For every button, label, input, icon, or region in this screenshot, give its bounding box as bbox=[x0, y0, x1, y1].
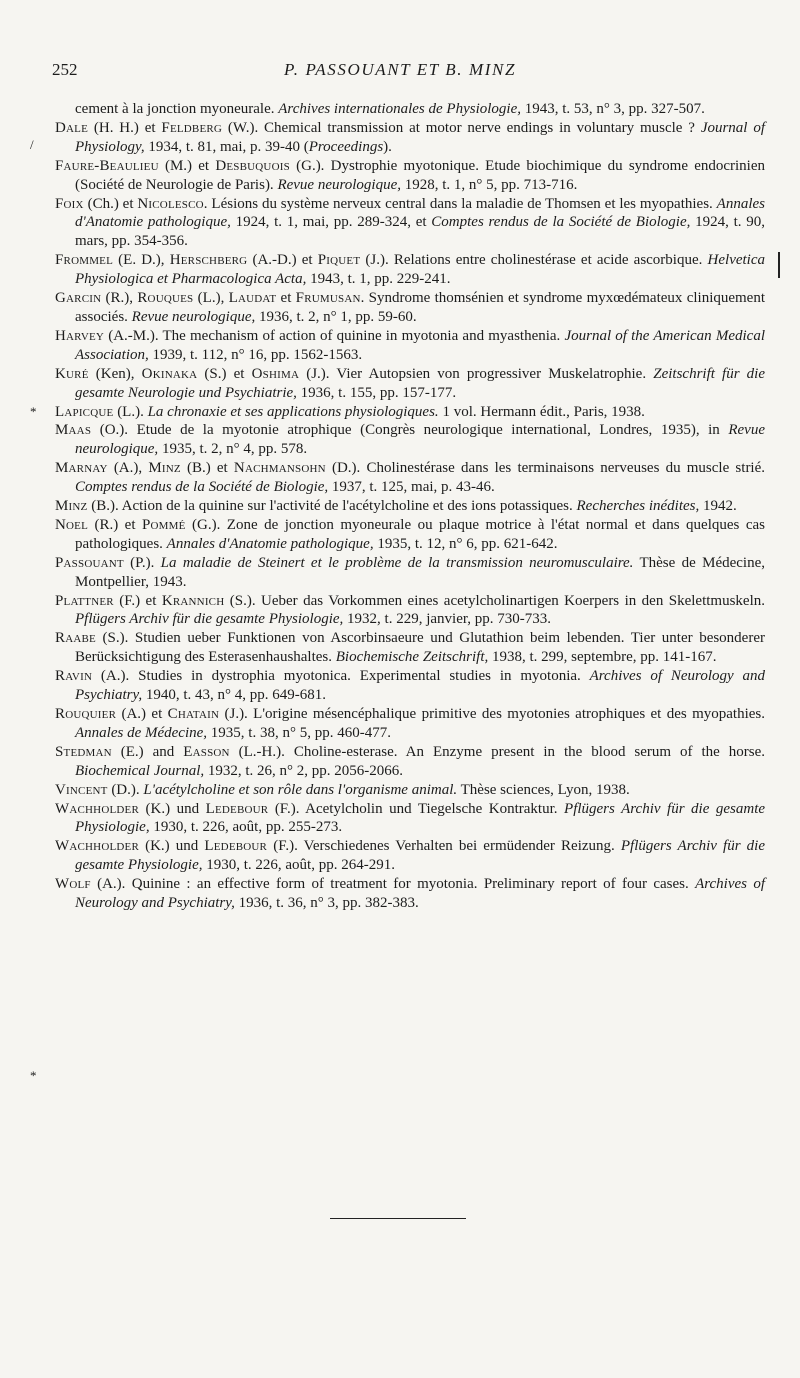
reference-text: (F.) et bbox=[113, 592, 162, 609]
reference-text: et bbox=[276, 290, 296, 307]
source-title: La maladie de Steinert et le problème de la transmission neuromusculaire. bbox=[160, 554, 634, 571]
reference-entry bbox=[55, 195, 765, 252]
reference-text: 1938, t. 299, septembre, pp. 141-167. bbox=[488, 649, 717, 666]
reference-entry bbox=[55, 289, 765, 327]
author-name: Garcin bbox=[55, 290, 102, 307]
reference-text: 1940, t. 43, n° 4, pp. 649-681. bbox=[142, 687, 326, 704]
reference-text: (R.), bbox=[101, 290, 138, 307]
reference-entry bbox=[55, 459, 765, 497]
reference-entry bbox=[55, 497, 765, 516]
reference-entry bbox=[55, 251, 765, 289]
reference-text: 1943, t. 1, pp. 229-241. bbox=[306, 271, 451, 288]
author-name: Ledebour bbox=[204, 838, 268, 855]
reference-text: (S.). Ueber das Vorkommen eines acetylcholinartigen Koerpers in den Skelettmuskeln. bbox=[224, 592, 765, 609]
source-title: Journal of Physiology, bbox=[75, 119, 765, 155]
author-name: Noel bbox=[55, 516, 89, 533]
author-name: Passouant bbox=[55, 554, 124, 571]
reference-text: (B.) et bbox=[180, 460, 234, 477]
reference-entry bbox=[55, 403, 765, 422]
source-title: Revue neurologique, bbox=[277, 176, 402, 193]
reference-text: 1939, t. 112, n° 16, pp. 1562-1563. bbox=[148, 346, 363, 363]
source-title: L'acétylcholine et son rôle dans l'organisme animal. bbox=[143, 781, 458, 798]
author-name: Feldberg bbox=[161, 119, 223, 136]
source-title: Revue neurologique, bbox=[75, 422, 765, 458]
reference-text: (J.). Relations entre cholinestérase et acide ascorbique. bbox=[360, 252, 708, 269]
reference-entry bbox=[55, 592, 765, 630]
reference-text: (F.). Verschiedenes Verhalten bei ermüdender Reizung. bbox=[267, 838, 621, 855]
author-name: Krannich bbox=[161, 592, 225, 609]
reference-text: 1936, t. 155, pp. 157-177. bbox=[296, 384, 457, 401]
page-header bbox=[0, 60, 800, 84]
reference-text: (S.) et bbox=[197, 365, 252, 382]
source-title: Annales d'Anatomie pathologique, bbox=[166, 535, 374, 552]
source-title: Comptes rendus de la Société de Biologie, bbox=[431, 214, 691, 231]
author-name: Desbuquois bbox=[215, 157, 290, 174]
reference-entry bbox=[55, 743, 765, 781]
end-rule bbox=[330, 1218, 466, 1219]
reference-text: 1924, t. 90, mars, pp. 354-356. bbox=[75, 214, 766, 250]
reference-text: (H. H.) et bbox=[88, 119, 162, 136]
reference-text: (P.). bbox=[123, 554, 161, 571]
author-name: Foix bbox=[55, 195, 84, 212]
source-title: Revue neurologique, bbox=[131, 308, 256, 325]
reference-text: 1935, t. 2, n° 4, pp. 578. bbox=[158, 441, 308, 458]
reference-text: 1932, t. 229, janvier, pp. 730-733. bbox=[343, 611, 552, 628]
reference-text: (J.). L'origine mésencéphalique primitive des myotonies atrophiques et des myopathies. bbox=[219, 706, 765, 722]
reference-text: (K.) und bbox=[139, 800, 206, 817]
reference-text: (A.), bbox=[107, 460, 149, 477]
reference-text: 1 vol. Hermann édit., Paris, 1938. bbox=[438, 403, 645, 420]
reference-text: 1936, t. 2, n° 1, pp. 59-60. bbox=[255, 308, 417, 325]
reference-text: (B.). Action de la quinine sur l'activité de l'acétylcholine et des ions potassiques. bbox=[87, 498, 577, 515]
source-title: Pflügers Archiv für die gesamte Physiologie, bbox=[75, 611, 344, 628]
source-title: Recherches inédites, bbox=[576, 498, 700, 515]
author-name: Minz bbox=[55, 498, 88, 515]
running-head: P. PASSOUANT ET B. MINZ bbox=[283, 60, 517, 79]
page-number: 252 bbox=[52, 60, 78, 79]
reference-text: (S.). Studien ueber Funktionen von Ascorbinsaeure und Glutathion beim lebenden. Tier unter besonderer Berücksichtigung des Esterasenhaushaltes. bbox=[75, 630, 765, 666]
author-name: Harvey bbox=[55, 327, 105, 344]
source-title: Helvetica Physiologica et Pharmacologica Acta, bbox=[75, 252, 765, 288]
reference-text: ). bbox=[383, 138, 392, 155]
author-name: Wachholder bbox=[55, 838, 139, 855]
reference-entry bbox=[55, 119, 765, 157]
reference-text: Thèse de Médecine, Montpellier, 1943. bbox=[75, 554, 766, 590]
reference-text: (A.-D.) et bbox=[247, 252, 318, 269]
author-name: Kuré bbox=[55, 365, 89, 382]
reference-entry bbox=[55, 800, 765, 838]
reference-text: . Syndrome thomsénien et syndrome myxœdémateux cliniquement associés. bbox=[75, 290, 766, 325]
reference-text: (K.) und bbox=[139, 838, 205, 855]
author-name: Nachmansohn bbox=[233, 460, 326, 477]
reference-text: (E.) and bbox=[111, 743, 184, 760]
author-name: Minz bbox=[148, 460, 181, 477]
reference-text: (Ken), bbox=[88, 365, 142, 382]
source-title: Proceedings bbox=[308, 138, 384, 155]
reference-entry bbox=[55, 837, 765, 875]
reference-text: (M.) et bbox=[158, 157, 216, 174]
reference-text: (L.-H.). Choline-esterase. An Enzyme present in the blood serum of the horse. bbox=[229, 743, 765, 760]
author-name: Frumusan bbox=[295, 290, 361, 307]
reference-text: (A.). Studies in dystrophia myotonica. Experimental studies in myotonia. bbox=[92, 668, 590, 685]
reference-entry bbox=[55, 629, 765, 667]
reference-text: (W.). Chemical transmission at motor nerve endings in voluntary muscle ? bbox=[222, 119, 701, 136]
reference-entry bbox=[55, 421, 765, 459]
author-name: Faure-Beaulieu bbox=[55, 157, 159, 174]
source-title: Pflügers Archiv für die gesamte Physiologie, bbox=[75, 800, 766, 836]
reference-text: 1936, t. 36, n° 3, pp. 382-383. bbox=[234, 895, 419, 912]
author-name: Easson bbox=[183, 743, 230, 760]
bibliography-list bbox=[55, 100, 765, 913]
source-title: Annales de Médecine, bbox=[75, 724, 208, 741]
source-title: La chronaxie et ses applications physiologiques. bbox=[147, 403, 439, 420]
margin-mark-dale: / bbox=[30, 137, 34, 152]
author-name: Ledebour bbox=[205, 800, 269, 817]
author-name: Dale bbox=[55, 119, 89, 136]
author-name: Lapicque bbox=[55, 403, 114, 420]
author-name: Nicolesco bbox=[137, 195, 204, 212]
margin-mark-vincent: * bbox=[30, 1068, 37, 1083]
reference-text: (E. D.), bbox=[113, 252, 170, 269]
reference-text: 1935, t. 38, n° 5, pp. 460-477. bbox=[207, 724, 391, 741]
source-title: Biochemische Zeitschrift, bbox=[335, 649, 489, 666]
reference-text: cement à la jonction myoneurale. bbox=[75, 101, 279, 117]
source-title: Pflügers Archiv für die gesamte Physiologie, bbox=[75, 838, 765, 874]
reference-text: 1924, t. 1, mai, pp. 289-324, et bbox=[230, 214, 432, 231]
reference-text: 1937, t. 125, mai, p. 43-46. bbox=[328, 479, 495, 496]
reference-entry bbox=[55, 705, 765, 743]
author-name: Ravin bbox=[55, 668, 93, 685]
reference-text: (R.) et bbox=[88, 516, 142, 533]
source-title: Annales d'Anatomie pathologique, bbox=[75, 195, 765, 231]
reference-text: (G.). Dystrophie myotonique. Etude biochimique du syndrome endocrinien (Société de Neurologie de Paris). bbox=[75, 157, 765, 193]
margin-mark-harvey: * bbox=[30, 404, 37, 419]
reference-entry bbox=[55, 365, 765, 403]
author-name: Pommé bbox=[141, 516, 186, 533]
reference-entry bbox=[55, 157, 765, 195]
reference-text: (D.). bbox=[107, 781, 144, 798]
author-name: Piquet bbox=[317, 252, 361, 269]
source-title: Zeitschrift für die gesamte Neurologie und Psychiatrie, bbox=[75, 365, 766, 401]
margin-bar bbox=[778, 252, 780, 278]
author-name: Laudat bbox=[228, 290, 277, 307]
reference-text: (J.). Vier Autopsien von progressiver Muskelatrophie. bbox=[299, 365, 654, 382]
reference-text: (A.-M.). The mechanism of action of quinine in myotonia and myasthenia. bbox=[104, 327, 565, 344]
reference-text: 1930, t. 226, août, pp. 255-273. bbox=[149, 819, 343, 836]
source-title: Archives of Neurology and Psychiatry, bbox=[75, 876, 765, 912]
reference-entry bbox=[55, 516, 765, 554]
author-name: Vincent bbox=[55, 781, 108, 798]
reference-text: 1930, t. 226, août, pp. 264-291. bbox=[202, 857, 395, 874]
source-title: Comptes rendus de la Société de Biologie, bbox=[75, 479, 329, 496]
reference-entry bbox=[55, 100, 765, 119]
reference-text: 1928, t. 1, n° 5, pp. 713-716. bbox=[401, 176, 578, 193]
reference-text: 1932, t. 26, n° 2, pp. 2056-2066. bbox=[204, 762, 404, 779]
reference-entry bbox=[55, 875, 765, 913]
author-name: Oshima bbox=[251, 365, 300, 382]
reference-text: (L.), bbox=[193, 290, 229, 307]
reference-text: (O.). Etude de la myotonie atrophique (Congrès neurologique international, Londres, 1935), in bbox=[91, 422, 729, 439]
author-name: Maas bbox=[55, 422, 92, 439]
reference-text: . Lésions du système nerveux central dans la maladie de Thomsen et les myopathies. bbox=[203, 195, 717, 212]
author-name: Wachholder bbox=[55, 800, 139, 817]
source-title: Biochemical Journal, bbox=[75, 762, 205, 779]
author-name: Wolf bbox=[55, 876, 91, 893]
reference-text: 1934, t. 81, mai, p. 39-40 ( bbox=[144, 138, 309, 155]
reference-text: 1943, t. 53, n° 3, pp. 327-507. bbox=[521, 101, 705, 117]
reference-text: Thèse sciences, Lyon, 1938. bbox=[457, 781, 630, 798]
author-name: Plattner bbox=[55, 592, 114, 609]
reference-text: (A.) et bbox=[116, 706, 168, 722]
author-name: Rouquier bbox=[55, 706, 117, 722]
author-name: Okinaka bbox=[141, 365, 198, 382]
reference-text: (F.). Acetylcholin und Tiegelsche Kontraktur. bbox=[268, 800, 565, 817]
reference-text: (D.). Cholinestérase dans les terminaisons nerveuses du muscle strié. bbox=[325, 460, 766, 477]
author-name: Herschberg bbox=[169, 252, 248, 269]
source-title: Archives internationales de Physiologie, bbox=[278, 101, 521, 117]
author-name: Stedman bbox=[55, 743, 112, 760]
source-title: Archives of Neurology and Psychiatry, bbox=[75, 668, 765, 704]
author-name: Frommel bbox=[55, 252, 114, 269]
reference-entry bbox=[55, 554, 765, 592]
reference-text: (G.). Zone de jonction myoneurale ou plaque motrice à l'état normal et dans quelques cas pathologiques. bbox=[75, 516, 765, 552]
author-name: Raabe bbox=[55, 630, 96, 647]
author-name: Chatain bbox=[167, 706, 220, 722]
reference-entry bbox=[55, 667, 765, 705]
reference-text: (A.). Quinine : an effective form of treatment for myotonia. Preliminary report of four cases. bbox=[90, 876, 696, 893]
reference-entry bbox=[55, 781, 765, 800]
reference-text: (Ch.) et bbox=[83, 195, 138, 212]
reference-text: 1935, t. 12, n° 6, pp. 621-642. bbox=[373, 535, 558, 552]
reference-entry bbox=[55, 327, 765, 365]
reference-text: 1942. bbox=[699, 498, 737, 515]
reference-text: (L.). bbox=[113, 403, 148, 420]
source-title: Journal of the American Medical Association, bbox=[75, 327, 765, 363]
author-name: Marnay bbox=[55, 460, 108, 477]
author-name: Rouques bbox=[137, 290, 194, 307]
